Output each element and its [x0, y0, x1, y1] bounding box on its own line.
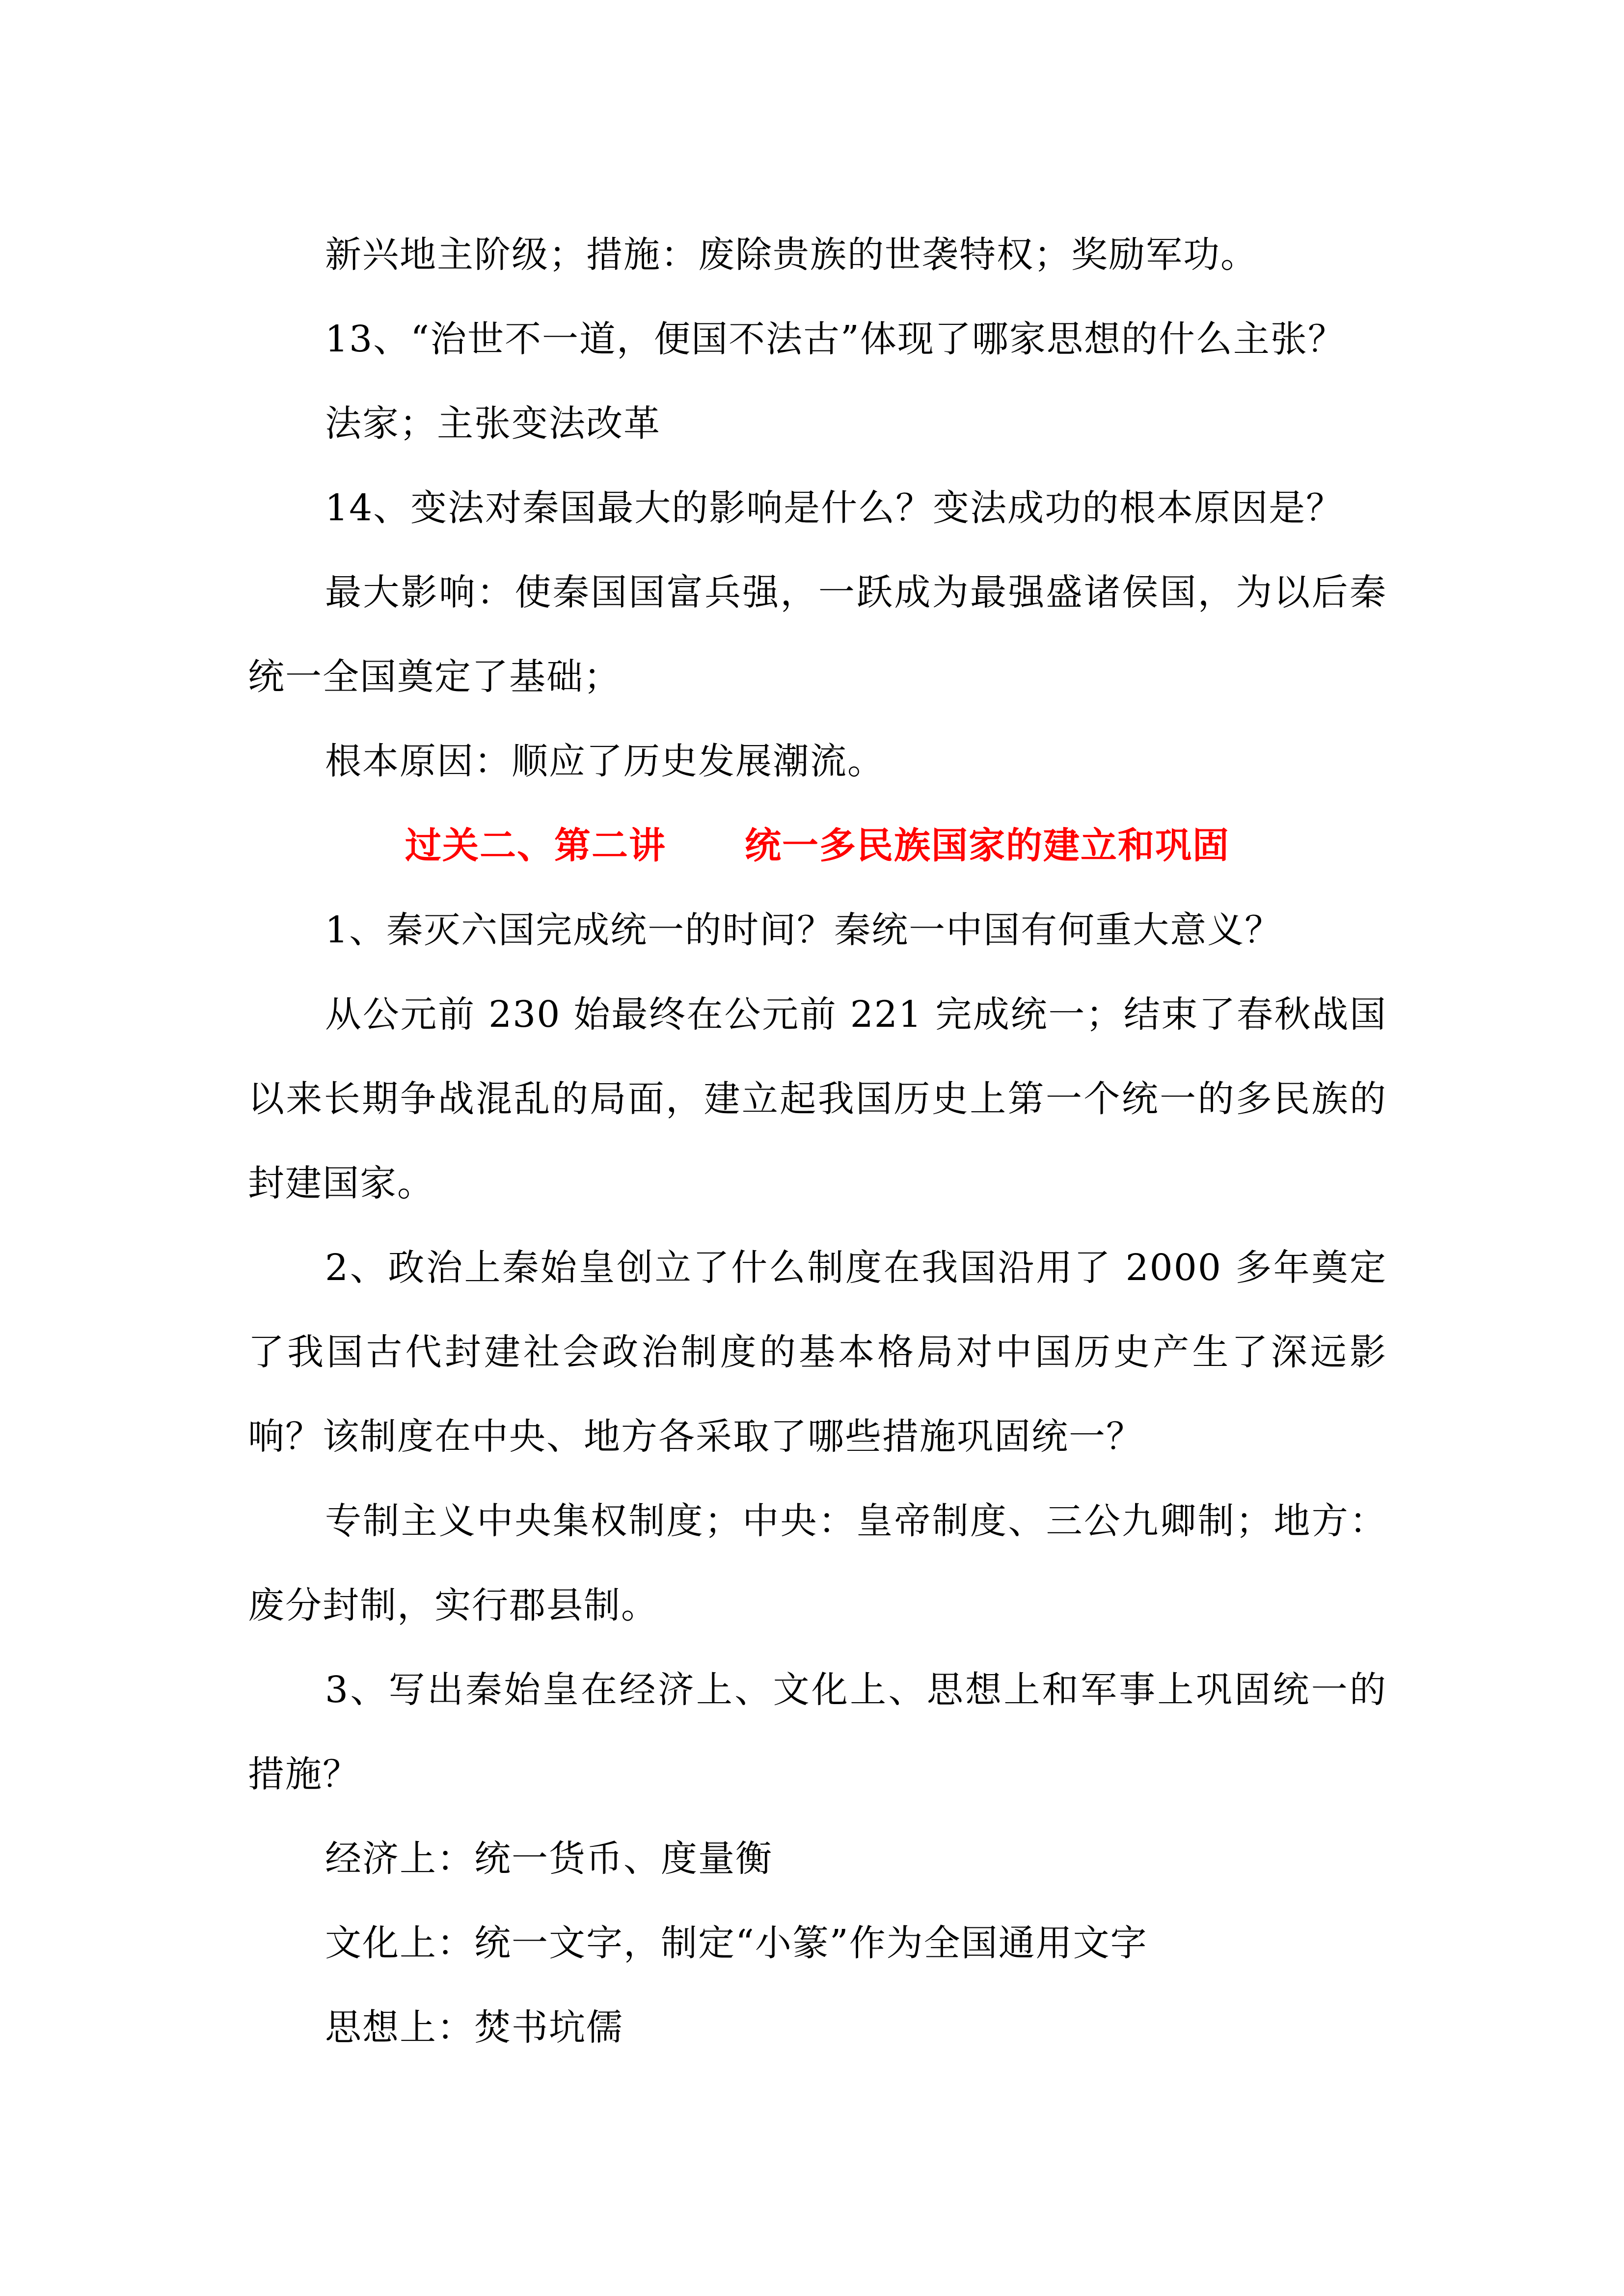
- answer-1: 从公元前 230 始最终在公元前 221 完成统一；结束了春秋战国以来长期争战混乱的局面，建立起我国历史上第一个统一的多民族的封建国家。: [248, 993, 1387, 1204]
- section-heading-part2: 统一多民族国家的建立和巩固: [745, 825, 1230, 867]
- answer-3-culture: 文化上：统一文字，制定“小篆”作为全国通用文字: [325, 1922, 1148, 1964]
- section-heading-part1: 过关二、第二讲: [405, 825, 666, 867]
- question-1: 1、秦灭六国完成统一的时间？秦统一中国有何重大意义？: [325, 909, 1282, 951]
- section-heading: [248, 803, 1387, 888]
- answer-3-economy: 经济上：统一货币、度量衡: [325, 1838, 773, 1880]
- question-13: 13、“治世不一道，便国不法古”体现了哪家思想的什么主张？: [325, 318, 1345, 360]
- answer-13: 法家；主张变法改革: [325, 402, 661, 445]
- question-3: 3、写出秦始皇在经济上、文化上、思想上和军事上巩固统一的措施？: [248, 1669, 1387, 1795]
- page-content: [248, 213, 1387, 2070]
- answer-3-thought: 思想上：焚书坑儒: [325, 2006, 623, 2049]
- answer-14-influence: 最大影响：使秦国国富兵强，一跃成为最强盛诸侯国，为以后秦统一全国奠定了基础；: [248, 571, 1387, 698]
- question-14: 14、变法对秦国最大的影响是什么？变法成功的根本原因是？: [325, 487, 1344, 529]
- question-2: 2、政治上秦始皇创立了什么制度在我国沿用了 2000 多年奠定了我国古代封建社会政治制度的基本格局对中国历史产生了深远影响？该制度在中央、地方各采取了哪些措施巩固统一？: [248, 1247, 1387, 1458]
- paragraph-landlord-measures: 新兴地主阶级；措施：废除贵族的世袭特权；奖励军功。: [325, 234, 1258, 276]
- answer-14-root-cause: 根本原因：顺应了历史发展潮流。: [325, 740, 885, 782]
- answer-2: 专制主义中央集权制度；中央：皇帝制度、三公九卿制；地方：废分封制，实行郡县制。: [248, 1500, 1387, 1627]
